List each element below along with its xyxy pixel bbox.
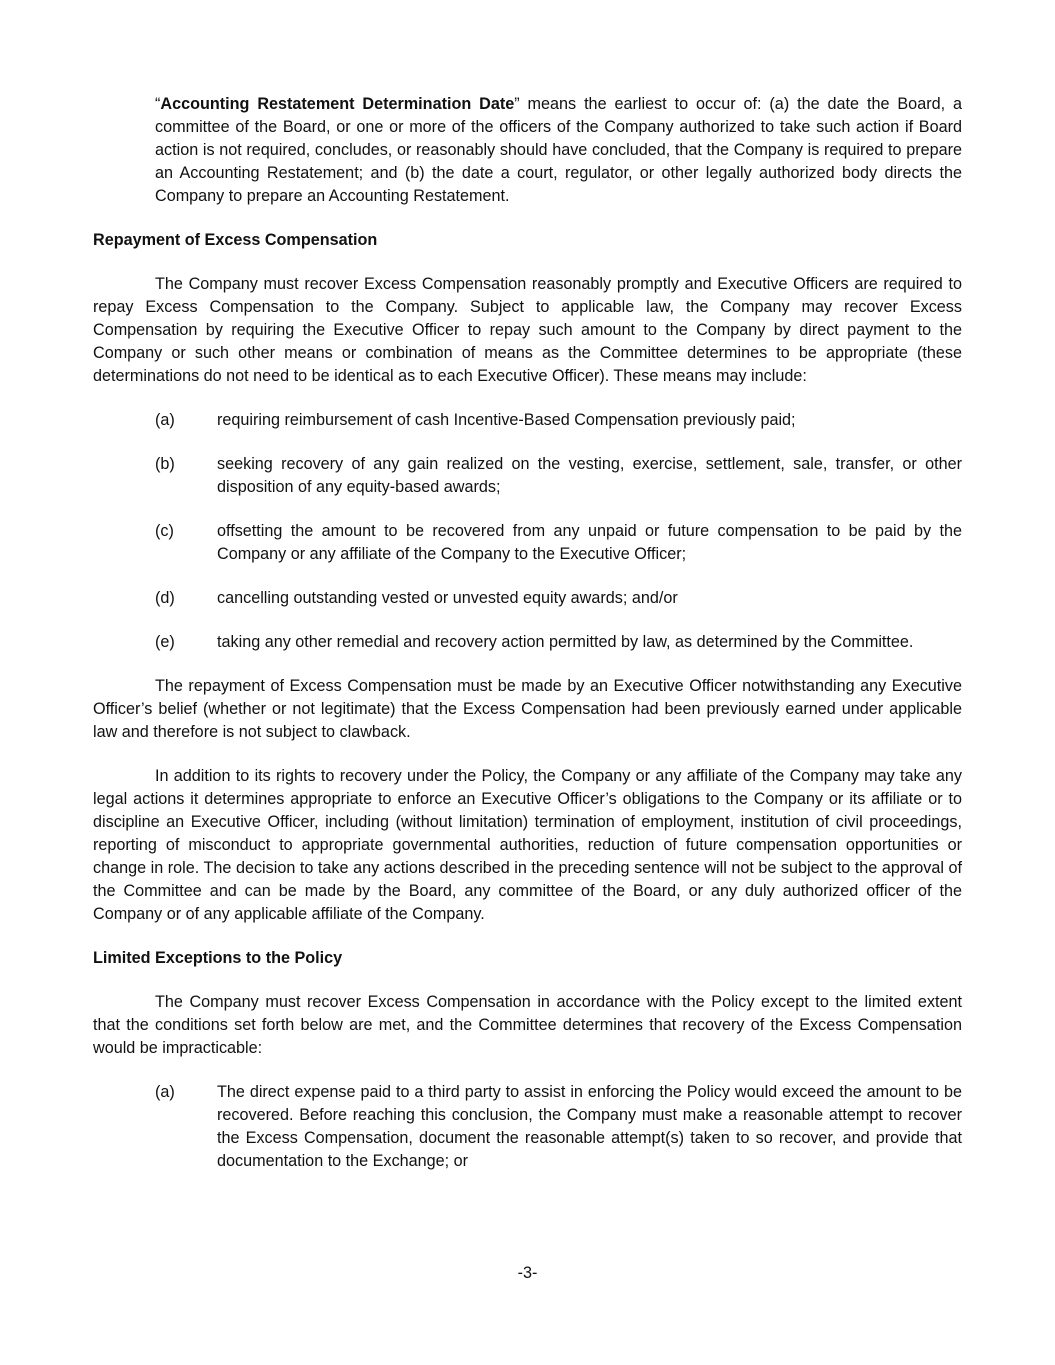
exceptions-item-a [155,1081,962,1173]
item-label: (a) [155,1083,175,1101]
definition-open-quote: “ [155,95,161,113]
item-text: requiring reimbursement of cash Incentive-Based Compensation previously paid; [217,411,796,429]
repayment-heading: Repayment of Excess Compensation [93,231,378,249]
item-label: (a) [155,411,175,429]
page-content [93,93,962,1173]
repayment-item-e [155,631,962,654]
definition-paragraph [155,93,962,208]
item-text: seeking recovery of any gain realized on the vesting, exercise, settlement, sale, transfer, or other disposition of any equity-based awards; [217,455,962,496]
definition-term: Accounting Restatement Determination Date [160,95,515,113]
repayment-item-c [155,520,962,566]
definition-text: ” means the earliest to occur of: (a) the date the Board, a committee of the Board, or one or more of the officers of the Company authorized to take such action if Board action is not required, concludes, or reasonably should have concluded, that the Company is required to prepare an Accounting Restatement; and (b) the date a court, regulator, or other legally authorized body directs the Company to prepare an Accounting Restatement. [155,95,963,205]
item-text: offsetting the amount to be recovered from any unpaid or future compensation to be paid by the Company or any affiliate of the Company to the Executive Officer; [217,522,962,563]
item-label: (e) [155,633,175,651]
item-text: The direct expense paid to a third party to assist in enforcing the Policy would exceed the amount to be recovered. Before reaching this conclusion, the Company must make a reasonable attempt to recover the Excess Compensation, document the reasonable attempt(s) taken to so recover, and provide that documentation to the Exchange; or [217,1083,962,1170]
exceptions-intro: The Company must recover Excess Compensation in accordance with the Policy except to the limited extent that the conditions set forth below are met, and the Committee determines that recovery of the Excess Compensation would be impracticable: [93,993,962,1057]
item-label: (d) [155,589,175,607]
repayment-paragraph-3: In addition to its rights to recovery under the Policy, the Company or any affiliate of the Company may take any legal actions it determines appropriate to enforce an Executive Officer’s obligations to the Company or its affiliate or to discipline an Executive Officer, including (without limitation) termination of employment, institution of civil proceedings, reporting of misconduct to appropriate governmental authorities, reduction of future compensation opportunities or change in role. The decision to take any actions described in the preceding sentence will not be subject to the approval of the Committee and can be made by the Board, any committee of the Board, or any duly authorized officer of the Company or of any applicable affiliate of the Company. [93,767,962,923]
item-text: taking any other remedial and recovery action permitted by law, as determined by the Committee. [217,633,914,651]
repayment-item-b [155,453,962,499]
item-label: (c) [155,522,174,540]
repayment-paragraph-2: The repayment of Excess Compensation must be made by an Executive Officer notwithstanding any Executive Officer’s belief (whether or not legitimate) that the Excess Compensation had been previously earned under applicable law and therefore is not subject to clawback. [93,677,962,741]
repayment-item-d [155,587,962,610]
exceptions-heading: Limited Exceptions to the Policy [93,949,343,967]
repayment-item-a [155,409,962,432]
item-text: cancelling outstanding vested or unvested equity awards; and/or [217,589,678,607]
repayment-intro: The Company must recover Excess Compensation reasonably promptly and Executive Officers are required to repay Excess Compensation to the Company. Subject to applicable law, the Company may recover Excess Compensation by requiring the Executive Officer to repay such amount to the Company by direct payment to the Company or such other means or combination of means as the Committee determines to be appropriate (these determinations do not need to be identical as to each Executive Officer). These means may include: [93,275,962,385]
item-label: (b) [155,455,175,473]
page-number: -3- [517,1264,538,1282]
